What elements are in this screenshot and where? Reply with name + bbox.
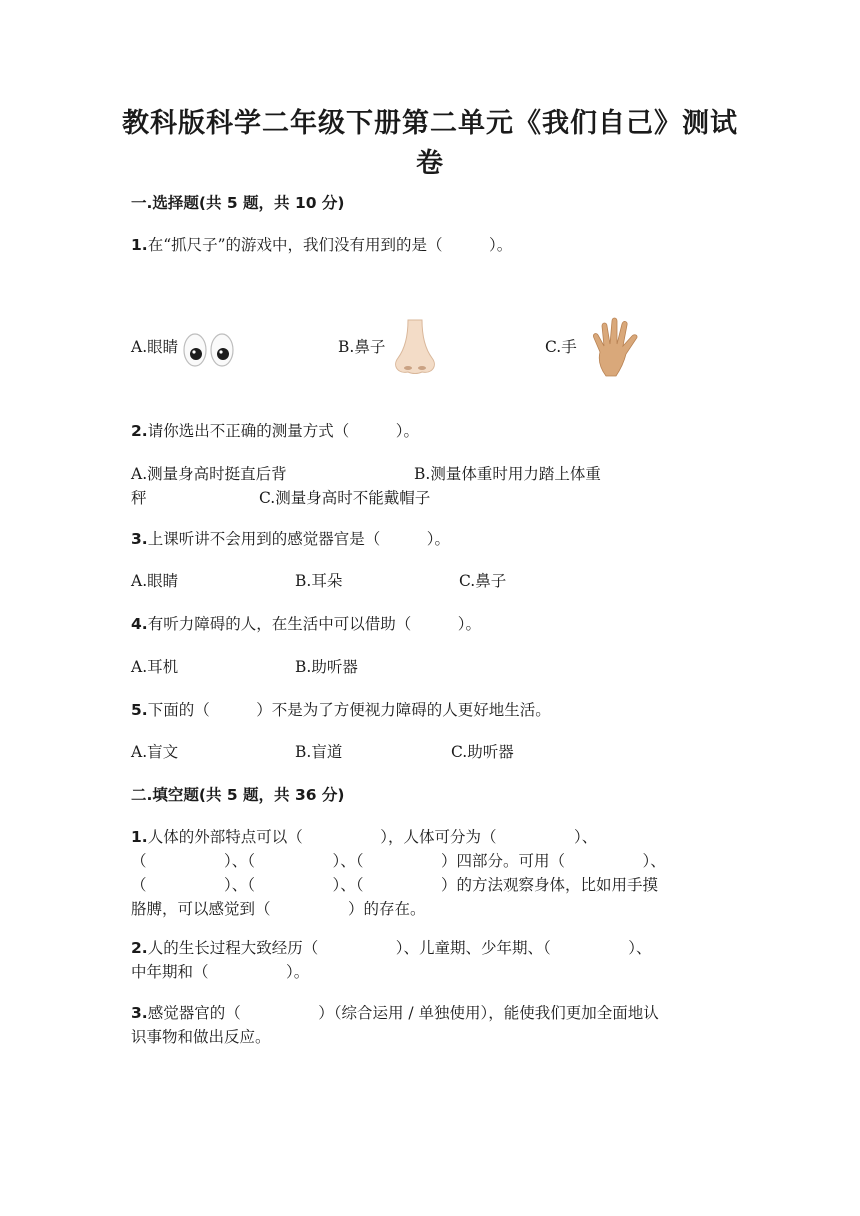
fill-2-line-2: 中年期和（ ）。 (131, 963, 310, 981)
fill-text: 人的生长过程大致经历（ ）、儿童期、少年期、（ ）、 (147, 939, 652, 957)
section-heading-choice: 一.选择题(共 5 题，共 10 分) (131, 194, 345, 212)
q1-option-a: A.眼睛 (131, 338, 179, 356)
question-number: 5. (131, 701, 148, 719)
fill-text: 人体的外部特点可以（ ），人体可分为（ ）、 (147, 828, 598, 846)
question-number: 2. (131, 422, 148, 440)
fill-3-line-2: 识事物和做出反应。 (131, 1028, 271, 1046)
q2-option-b-continued: 秤 (131, 489, 147, 507)
fill-text: 感觉器官的（ ）（综合运用 / 单独使用），能使我们更加全面地认 (147, 1004, 659, 1022)
q3-option-b: B.耳朵 (295, 572, 343, 590)
page-title (120, 104, 740, 184)
section-heading-fill-blank: 二.填空题(共 5 题，共 36 分) (131, 786, 345, 804)
question-number: 1. (131, 236, 148, 254)
fill-1-line-1 (131, 824, 597, 850)
hand-icon (584, 316, 650, 382)
question-text: 上课听讲不会用到的感觉器官是（ ）。 (147, 530, 450, 548)
question-5 (131, 697, 551, 723)
q3-option-a: A.眼睛 (131, 572, 179, 590)
question-number: 4. (131, 615, 148, 633)
question-2 (131, 418, 419, 444)
q3-option-c: C.鼻子 (459, 572, 507, 590)
q5-option-b: B.盲道 (295, 743, 343, 761)
q4-option-b: B.助听器 (295, 658, 358, 676)
question-number: 2. (131, 939, 148, 957)
fill-1-line-3: （ ）、（ ）、（ ）的方法观察身体，比如用手摸 (131, 876, 659, 894)
question-text: 有听力障碍的人，在生活中可以借助（ ）。 (147, 615, 481, 633)
fill-1-line-4: 胳膊，可以感觉到（ ）的存在。 (131, 900, 426, 918)
q2-option-c: C.测量身高时不能戴帽子 (259, 489, 431, 507)
question-number: 1. (131, 828, 148, 846)
question-text: 请你选出不正确的测量方式（ ）。 (147, 422, 419, 440)
eyes-icon (182, 330, 238, 374)
question-text: 下面的（ ）不是为了方便视力障碍的人更好地生活。 (147, 701, 551, 719)
nose-icon (392, 318, 438, 380)
q2-option-a: A.测量身高时挺直后背 (131, 465, 287, 483)
q4-option-a: A.耳机 (131, 658, 179, 676)
question-3 (131, 526, 450, 552)
q5-option-a: A.盲文 (131, 743, 179, 761)
question-4 (131, 611, 481, 637)
question-text: 在“抓尺子”的游戏中，我们没有用到的是（ ）。 (147, 236, 513, 254)
q1-option-c: C.手 (545, 338, 577, 356)
fill-3-line-1 (131, 1000, 659, 1026)
title-line-1: 教科版科学二年级下册第二单元《我们自己》测试 (122, 108, 738, 139)
question-number: 3. (131, 1004, 148, 1022)
question-number: 3. (131, 530, 148, 548)
q5-option-c: C.助听器 (451, 743, 514, 761)
q1-option-b: B.鼻子 (338, 338, 386, 356)
question-1 (131, 232, 512, 258)
fill-1-line-2: （ ）、（ ）、（ ）四部分。可用（ ）、 (131, 852, 666, 870)
fill-2-line-1 (131, 935, 651, 961)
q2-option-b: B.测量体重时用力踏上体重 (414, 465, 601, 483)
title-line-2: 卷 (416, 148, 444, 179)
